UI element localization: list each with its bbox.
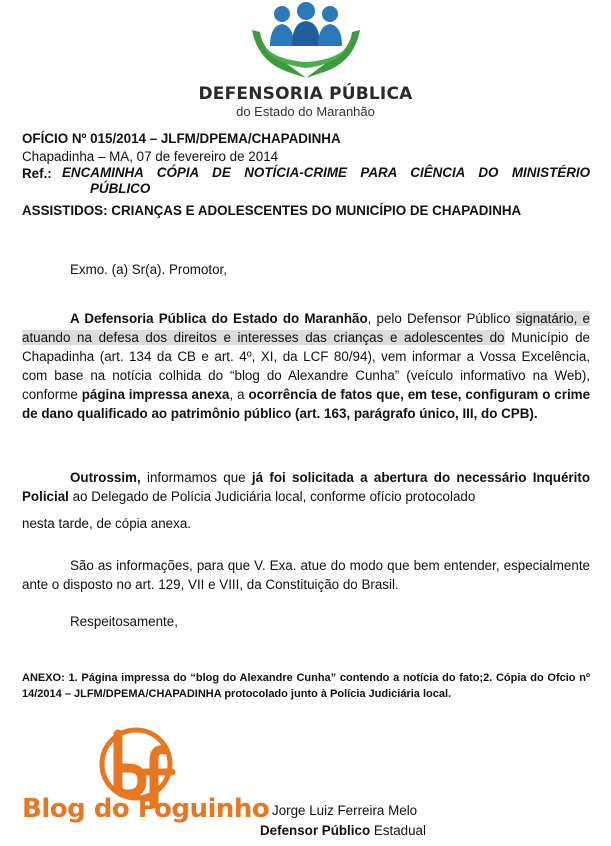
p2-bold-1: Outrossim,	[70, 470, 141, 485]
org-name: DEFENSORIA PÚBLICA	[198, 84, 413, 104]
p1-text-2: Município de Chapadinha (art. 134 da CB e art. 4º, XI, da LCF 80/94), vem informar a Vossa Excelência, com base na notícia colhida do “blog do Alexandre Cunha” (veículo informativo na Web), conforme	[22, 330, 590, 402]
closing: Respeitosamente,	[70, 614, 178, 629]
salutation: Exmo. (a) Sr(a). Promotor,	[70, 262, 227, 277]
oficio-number: OFÍCIO Nº 015/2014 – JLFM/DPEMA/CHAPADINHA	[22, 131, 341, 146]
ref-label: Ref.:	[22, 166, 52, 181]
org-subtitle: do Estado do Maranhão	[236, 104, 375, 119]
p1-text-1: , pelo Defensor Público	[367, 311, 516, 326]
paragraph-2-line2: nesta tarde, de cópia anexa.	[22, 516, 191, 531]
p1-text-3: , a	[229, 387, 249, 402]
p1-bold-2: página impressa anexa	[81, 387, 230, 402]
assistidos: ASSISTIDOS: CRIANÇAS E ADOLESCENTES DO MUNICÍPIO DE CHAPADINHA	[22, 203, 522, 218]
signer-title-rest: Estadual	[370, 823, 426, 838]
local-date: Chapadinha – MA, 07 de fevereiro de 2014	[22, 149, 279, 164]
p1-bold-1: A Defensoria Pública do Estado do Maranhão	[70, 311, 368, 326]
paragraph-3: São as informações, para que V. Exa. atue do modo que bem entender, especialmente ante o disposto no art. 129, VII e VIII, da Constituição do Brasil.	[22, 558, 590, 592]
p1-highlight: signatário, e atuando na defesa dos direitos e interesses das crianças e adolescentes do	[22, 311, 590, 345]
p2-text-2: ao Delegado de Polícia Judiciária local, conforme ofício protocolado	[68, 489, 476, 504]
ref-text-line2: PÚBLICO	[90, 181, 151, 196]
signer-name: Jorge Luiz Ferreira Melo	[272, 803, 418, 818]
paragraph-2	[22, 468, 590, 506]
defensoria-logo-icon	[248, 2, 364, 82]
annex-note: ANEXO: 1. Página impressa do “blog do Alexandre Cunha” contendo a notícia do fato;2. Cópia do Ofcio nº 14/2014 – JLFM/DPEMA/CHAPADINHA protocolado junto à Polícia Judiciária local.	[22, 672, 590, 700]
paragraph-1	[22, 309, 590, 423]
p2-bold-2: já foi solicitada a abertura do necessário Inquérito Policial	[22, 470, 590, 504]
p2-text-1: informamos que	[140, 470, 252, 485]
p1-bold-3: ocorrência de fatos que, em tese, configuram o crime de dano qualificado ao patrimônio público (art. 163, parágrafo único, III, do CPB).	[22, 387, 591, 421]
ref-text: ENCAMINHA CÓPIA DE NOTÍCIA-CRIME PARA CIÊNCIA DO MINISTÉRIO	[62, 165, 590, 180]
signer-title-bold: Defensor Público	[260, 823, 371, 838]
blog-name-watermark: Blog do Foguinho	[22, 794, 270, 824]
signer-title	[260, 823, 426, 838]
